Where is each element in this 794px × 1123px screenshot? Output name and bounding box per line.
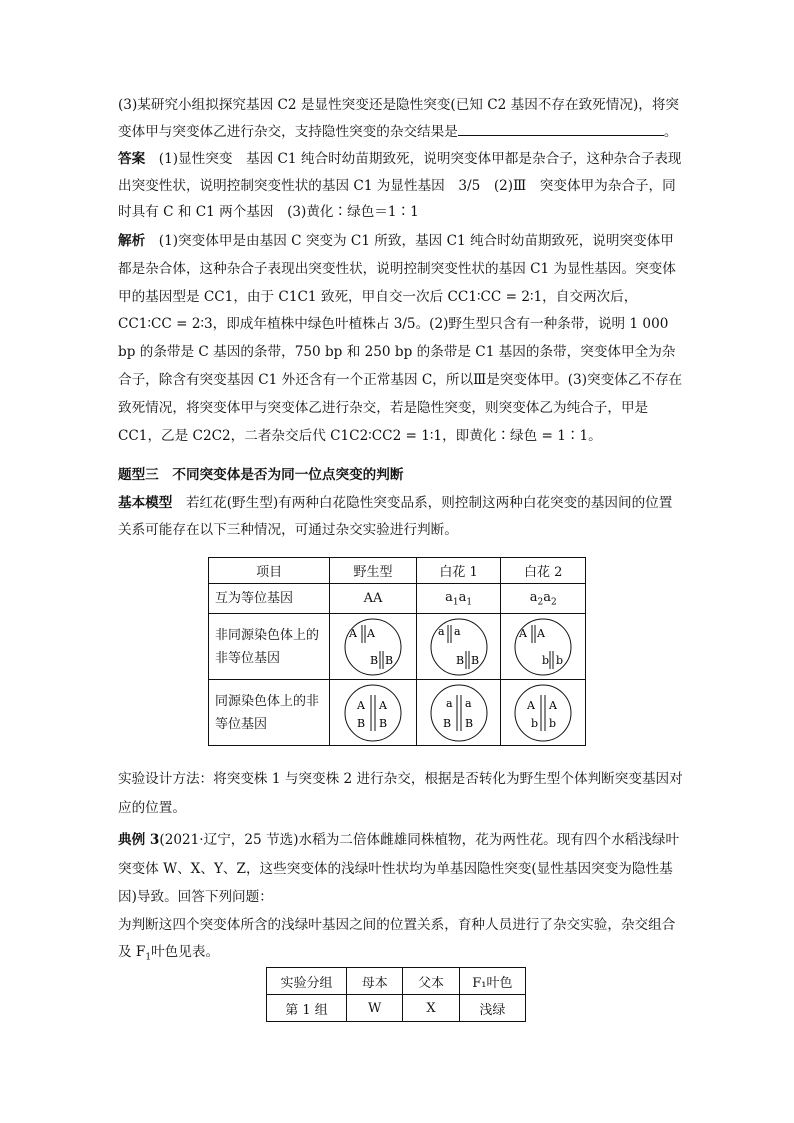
header-cell-group: 实验分组 <box>267 968 347 995</box>
type3-title: 题型三 不同突变体是否为同一位点突变的判断 <box>118 467 404 483</box>
table-row-nonhomologous <box>209 614 586 680</box>
answer-paragraph <box>118 146 684 226</box>
analysis-text: (1)突变体甲是由基因 C 突变为 C1 所致，基因 C1 纯合时幼苗期致死，说明突变体甲都是杂合体，这种杂合子表现出突变性状，说明控制突变性状的基因 C1 为显性基因。突变体甲的基因型是 CC1，由于 C1C1 致死，甲自交一次后 CC1∶CC = 2∶1，自交两次后，CC1∶CC = 2∶3，即成年植株中绿色叶植株占 3/5。(2)野生型只含有一种条带，说明 1 000 bp 的条带是 C 基因的条带，750 bp 和 250 bp 的条带是 C1 基因的条带，突变体甲全为杂合子，除含有突变基因 C1 外还含有一个正常基因 C，所以Ⅲ是突变体甲。(3)突变体乙不存在致死情况，将突变体甲与突变体乙进行杂交，若是隐性突变，则突变体乙为纯合子，甲是 CC1，乙是 C2C2，二者杂交后代 C1C2∶CC2 = 1∶1，即黄化∶绿色 = 1∶1。 <box>118 233 683 444</box>
svg-text:b: b <box>531 716 539 730</box>
svg-text:b: b <box>556 653 564 667</box>
svg-text:B: B <box>470 653 479 667</box>
cell-nonhomo-white1 <box>416 614 501 680</box>
svg-text:A: A <box>549 698 558 712</box>
basic-model-paragraph <box>118 490 684 543</box>
svg-text:B: B <box>455 653 464 667</box>
model-text: 若红花(野生型)有两种白花隐性突变品系，则控制这两种白花突变的基因间的位置关系可能存在以下三种情况，可通过杂交实验进行判断。 <box>118 495 673 538</box>
model-label: 基本模型 <box>118 495 173 511</box>
header-cell-father: 父本 <box>403 968 459 995</box>
row-label-homologous: 同源染色体上的非等位基因 <box>209 680 330 746</box>
cell-homo-white1 <box>416 680 501 746</box>
svg-text:A: A <box>349 626 357 640</box>
table-cell: 浅绿 <box>459 995 525 1022</box>
svg-text:B: B <box>442 716 451 730</box>
answer-text: (1)显性突变 基因 C1 纯合时幼苗期致死，说明突变体甲都是杂合子，这种杂合子表现出突变性状，说明控制突变性状的基因 C1 为显性基因 3/5 (2)Ⅲ 突变体甲为杂合子，同时具有 C 和 C1 两个基因 (3)黄化∶绿色＝1∶1 <box>118 151 682 220</box>
svg-text:a: a <box>453 624 461 638</box>
row-label-alleles: 互为等位基因 <box>209 584 330 614</box>
chromosome-diagram <box>429 683 489 743</box>
table-cell: X <box>403 995 459 1022</box>
table-row <box>267 995 526 1022</box>
example-paragraph <box>118 826 684 912</box>
svg-text:B: B <box>379 716 388 730</box>
svg-text:A: A <box>537 626 546 640</box>
svg-text:b: b <box>549 716 557 730</box>
chromosome-diagram <box>513 617 573 677</box>
svg-text:a: a <box>445 696 453 710</box>
svg-text:A: A <box>519 626 528 640</box>
table-row-alleles <box>209 584 586 614</box>
answer-label: 答案 <box>118 151 146 167</box>
chromosome-diagram <box>343 683 403 743</box>
svg-text:B: B <box>385 653 394 667</box>
example-text: (2021·辽宁，25 节选)水稻为二倍体雌雄同株植物，花为两性花。现有四个水稻浅绿叶突变体 W、X、Y、Z，这些突变体的浅绿叶性状均为单基因隐性突变(显性基因突变为隐性基因)导致。回答下列问题： <box>118 832 680 905</box>
header-cell-item: 项目 <box>209 558 330 584</box>
svg-text:a: a <box>437 624 445 638</box>
svg-text:A: A <box>367 626 375 640</box>
question-3-paragraph: (3)某研究小组拟探究基因 C2 是显性突变还是隐性突变(已知 C2 基因不存在致死情况)，将突变体甲与突变体乙进行杂交，支持隐性突变的杂交结果是 。 <box>118 97 680 140</box>
cell-homo-wild <box>330 680 417 746</box>
chromosome-diagram <box>429 617 489 677</box>
svg-text:A: A <box>527 698 536 712</box>
svg-text:a: a <box>464 696 472 710</box>
header-cell-mother: 母本 <box>347 968 403 995</box>
chromosome-diagram <box>513 683 573 743</box>
answer-blank <box>458 121 664 136</box>
header-cell-f1: F₁叶色 <box>459 968 525 995</box>
row-label-nonhomologous: 非同源染色体上的非等位基因 <box>209 614 330 680</box>
cell-nonhomo-white2 <box>501 614 586 680</box>
header-cell-wild: 野生型 <box>330 558 417 584</box>
question-paragraph: 为判断这四个突变体所含的浅绿叶基因之间的位置关系，育种人员进行了杂交实验，杂交组合及 $F_1$叶色见表。 <box>118 917 676 963</box>
cell-homo-white2 <box>501 680 586 746</box>
cell-aa: AA <box>330 584 417 614</box>
svg-text:B: B <box>464 716 473 730</box>
table-row-homologous <box>209 680 586 746</box>
table-header-row <box>267 968 526 995</box>
chromosome-diagram <box>343 617 403 677</box>
header-cell-white2: 白花 2 <box>501 558 586 584</box>
svg-text:b: b <box>542 653 550 667</box>
table-cell: W <box>347 995 403 1022</box>
svg-text:B: B <box>357 716 366 730</box>
cross-experiment-table <box>266 967 526 1022</box>
design-method-paragraph: 实验设计方法：将突变株 1 与突变株 2 进行杂交，根据是否转化为野生型个体判断突变基因对应的位置。 <box>118 771 683 816</box>
table-cell: 第 1 组 <box>267 995 347 1022</box>
cell-a1a1: $a_1a_1$ <box>416 584 501 614</box>
svg-text:A: A <box>379 698 387 712</box>
analysis-label: 解析 <box>118 233 146 249</box>
gene-position-table <box>208 557 586 746</box>
svg-text:A: A <box>357 698 365 712</box>
table-header-row <box>209 558 586 584</box>
example-label: 典例 3 <box>118 832 160 848</box>
cell-nonhomo-wild <box>330 614 417 680</box>
analysis-paragraph <box>118 228 684 450</box>
cell-a2a2: $a_2a_2$ <box>501 584 586 614</box>
header-cell-white1: 白花 1 <box>416 558 501 584</box>
svg-text:B: B <box>370 653 379 667</box>
